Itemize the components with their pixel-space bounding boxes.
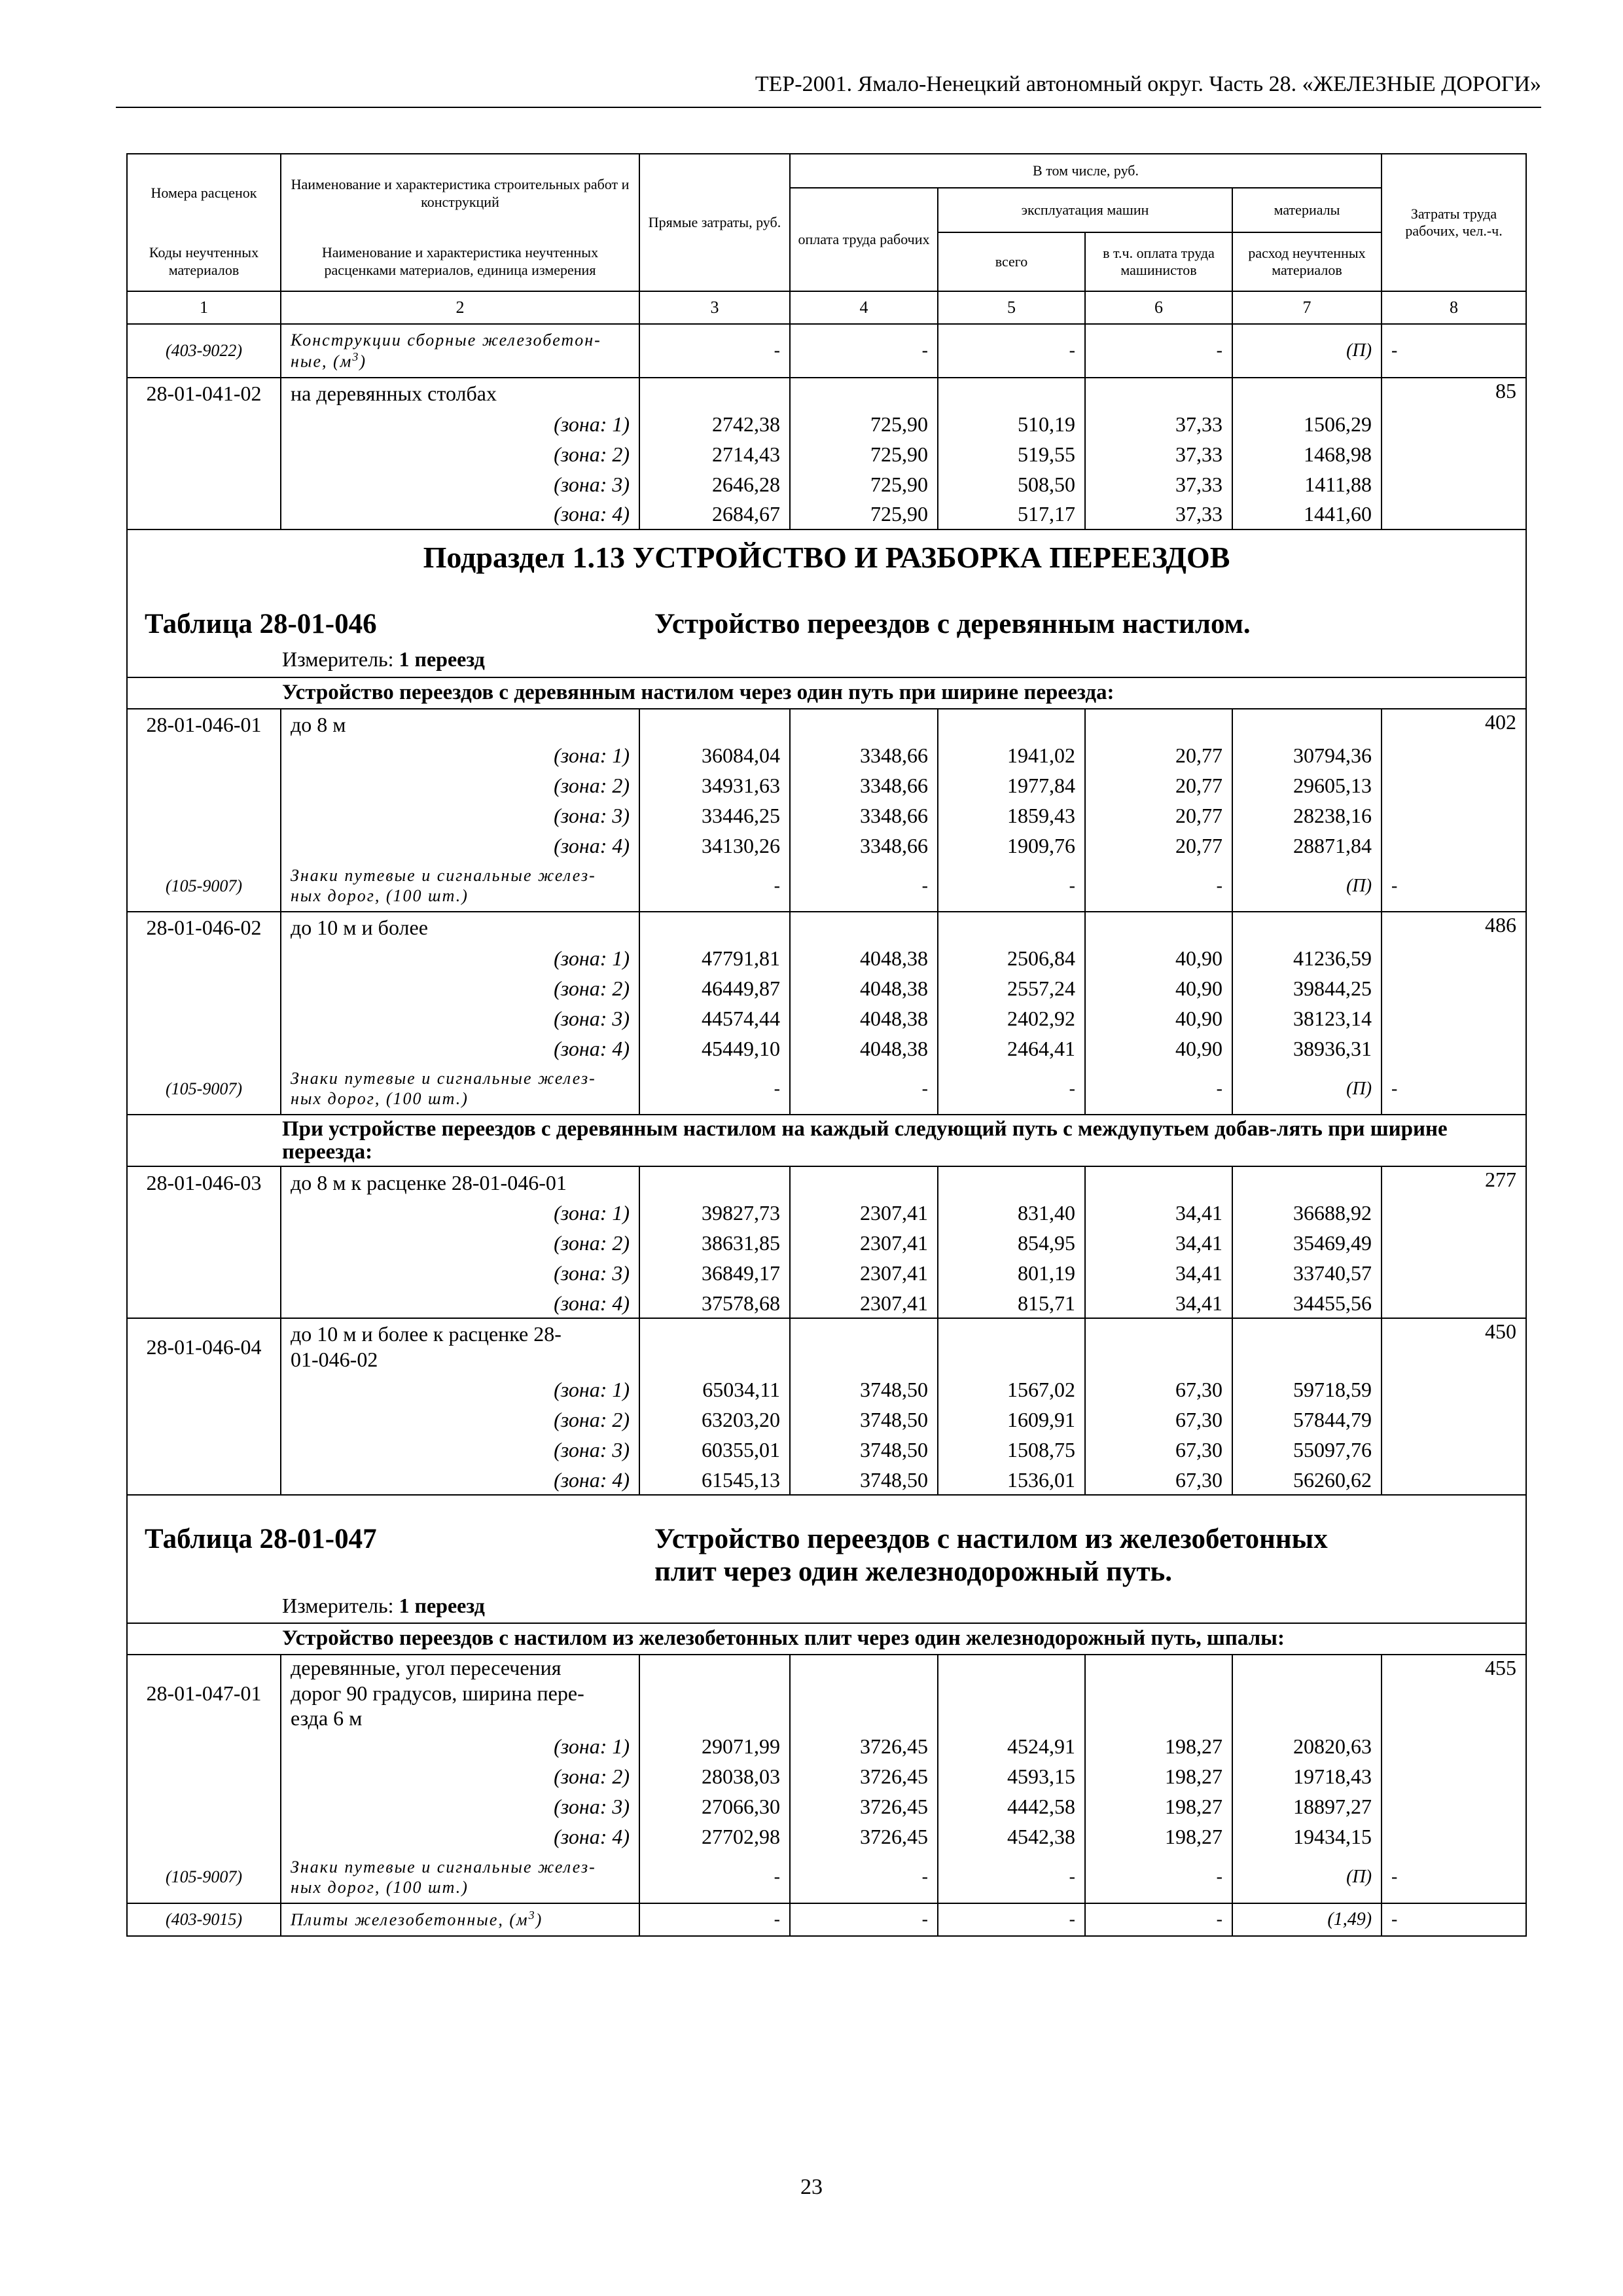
value-cell: 1977,84 xyxy=(938,770,1085,800)
value-cell: 3348,66 xyxy=(790,740,938,770)
rate-block xyxy=(127,378,1526,529)
rate-name: на деревянных столбах xyxy=(281,378,639,409)
value-cell: 33446,25 xyxy=(639,800,790,831)
section-title: Подраздел 1.13 УСТРОЙСТВО И РАЗБОРКА ПЕРЕЕЗДОВ xyxy=(423,541,1230,574)
zone-row xyxy=(127,1003,1526,1033)
material-row: (403-9015) Плиты железобетонные, $(м^3)$ - - - - (1,49) - xyxy=(127,1903,1526,1936)
value-cell: 40,90 xyxy=(1085,1033,1232,1064)
value-cell: 198,27 xyxy=(1085,1732,1232,1762)
value-cell: 3348,66 xyxy=(790,770,938,800)
value-cell: 55097,76 xyxy=(1232,1435,1382,1465)
value-cell: 34,41 xyxy=(1085,1258,1232,1288)
zone-row xyxy=(127,1033,1526,1064)
rate-block xyxy=(127,1655,1526,1936)
materials-header: материалы xyxy=(1232,188,1382,232)
value-cell: 2307,41 xyxy=(790,1228,938,1258)
rate-row xyxy=(127,1655,1526,1732)
zone-row xyxy=(127,1435,1526,1465)
value-cell: 3748,50 xyxy=(790,1465,938,1495)
col8-header: Затраты труда рабочих, чел.-ч. xyxy=(1382,154,1526,291)
value-cell: 41236,59 xyxy=(1232,943,1382,973)
value-cell: 19434,15 xyxy=(1232,1822,1382,1852)
value-cell: 29605,13 xyxy=(1232,770,1382,800)
value-cell: 1909,76 xyxy=(938,831,1085,861)
zone-label: (зона: 3) xyxy=(281,1792,639,1822)
value-cell: 725,90 xyxy=(790,409,938,439)
value-cell: 20,77 xyxy=(1085,740,1232,770)
rate-code: 28-01-046-03 xyxy=(127,1166,281,1198)
zone-row xyxy=(127,409,1526,439)
value-cell: 18897,27 xyxy=(1232,1792,1382,1822)
rate-row xyxy=(127,912,1526,943)
zone-label: (зона: 4) xyxy=(281,1822,639,1852)
value-cell: 34455,56 xyxy=(1232,1288,1382,1318)
value-cell: 39827,73 xyxy=(639,1198,790,1228)
value-cell: 37,33 xyxy=(1085,409,1232,439)
value-cell: 2557,24 xyxy=(938,973,1085,1003)
measure-46: Измеритель: 1 переезд xyxy=(282,647,485,671)
value-cell: 34130,26 xyxy=(639,831,790,861)
rate-name: до 8 м xyxy=(281,709,639,740)
value-cell: 40,90 xyxy=(1085,943,1232,973)
value-cell: 36084,04 xyxy=(639,740,790,770)
value-cell: 2742,38 xyxy=(639,409,790,439)
zone-row xyxy=(127,1374,1526,1405)
value-cell: 4048,38 xyxy=(790,943,938,973)
material-name: Плиты железобетонные, $(м^3)$ xyxy=(281,1903,639,1936)
value-cell: 33740,57 xyxy=(1232,1258,1382,1288)
value-cell: 45449,10 xyxy=(639,1033,790,1064)
rate-name: деревянные, угол пересечения дорог 90 градусов, ширина пере- езда 6 м xyxy=(281,1655,639,1732)
zone-label: (зона: 1) xyxy=(281,1732,639,1762)
value-cell: 39844,25 xyxy=(1232,973,1382,1003)
col-num-7: 7 xyxy=(1232,291,1382,324)
value-cell: 28238,16 xyxy=(1232,800,1382,831)
zone-label: (зона: 1) xyxy=(281,409,639,439)
zone-row xyxy=(127,1288,1526,1318)
value-cell: 1506,29 xyxy=(1232,409,1382,439)
col-num-2: 2 xyxy=(281,291,639,324)
zone-label: (зона: 3) xyxy=(281,469,639,499)
value-cell: 37,33 xyxy=(1085,439,1232,469)
value-cell: 67,30 xyxy=(1085,1435,1232,1465)
value-cell: 3748,50 xyxy=(790,1405,938,1435)
value-cell: 40,90 xyxy=(1085,1003,1232,1033)
zone-label: (зона: 3) xyxy=(281,1435,639,1465)
value-cell: 3348,66 xyxy=(790,831,938,861)
value-cell: 2307,41 xyxy=(790,1258,938,1288)
zone-row xyxy=(127,1228,1526,1258)
material-row: (105-9007) Знаки путевые и сигнальные желез- ных дорог, (100 шт.) - - - - (П) - xyxy=(127,1064,1526,1115)
section-row xyxy=(127,529,1526,677)
zone-row xyxy=(127,499,1526,529)
zone-label: (зона: 1) xyxy=(281,1374,639,1405)
zone-label: (зона: 4) xyxy=(281,1288,639,1318)
rate-row xyxy=(127,1166,1526,1198)
value-cell: 2646,28 xyxy=(639,469,790,499)
col-num-3: 3 xyxy=(639,291,790,324)
col-num-4: 4 xyxy=(790,291,938,324)
zone-row xyxy=(127,1198,1526,1228)
col-num-5: 5 xyxy=(938,291,1085,324)
value-cell: 1859,43 xyxy=(938,800,1085,831)
value-cell: 60355,01 xyxy=(639,1435,790,1465)
col5-header: всего xyxy=(938,232,1085,291)
value-cell: 37578,68 xyxy=(639,1288,790,1318)
value-cell: 20,77 xyxy=(1085,800,1232,831)
value-cell: 3726,45 xyxy=(790,1732,938,1762)
rate-code: 28-01-047-01 xyxy=(127,1655,281,1732)
value-cell: 47791,81 xyxy=(639,943,790,973)
value-cell: 67,30 xyxy=(1085,1374,1232,1405)
incl-header: В том числе, руб. xyxy=(790,154,1382,188)
zone-row xyxy=(127,831,1526,861)
value-cell: 67,30 xyxy=(1085,1405,1232,1435)
zone-row xyxy=(127,1258,1526,1288)
zone-row xyxy=(127,1822,1526,1852)
rate-row xyxy=(127,1318,1526,1374)
rate-block xyxy=(127,709,1526,1115)
rate-code: 28-01-046-02 xyxy=(127,912,281,943)
zone-label: (зона: 1) xyxy=(281,740,639,770)
zone-label: (зона: 2) xyxy=(281,770,639,800)
zone-label: (зона: 4) xyxy=(281,1033,639,1064)
value-cell: 3748,50 xyxy=(790,1435,938,1465)
value-cell: 198,27 xyxy=(1085,1822,1232,1852)
material-code: (105-9007) xyxy=(127,861,281,912)
rates-table xyxy=(126,153,1527,1937)
value-cell: 20,77 xyxy=(1085,770,1232,800)
value-cell: 27066,30 xyxy=(639,1792,790,1822)
rate-code: 28-01-041-02 xyxy=(127,378,281,409)
value-cell: 36688,92 xyxy=(1232,1198,1382,1228)
value-cell: 34,41 xyxy=(1085,1228,1232,1258)
page-number: 23 xyxy=(800,2175,823,2199)
material-name: Знаки путевые и сигнальные желез- ных дорог, (100 шт.) xyxy=(281,1852,639,1903)
value-cell: 46449,87 xyxy=(639,973,790,1003)
value-cell: 67,30 xyxy=(1085,1465,1232,1495)
material-code: (403-9015) xyxy=(127,1903,281,1936)
value-cell: 35469,49 xyxy=(1232,1228,1382,1258)
material-name: Знаки путевые и сигнальные желез- ных дорог, (100 шт.) xyxy=(281,1064,639,1115)
value-cell: 854,95 xyxy=(938,1228,1085,1258)
running-header: ТЕР-2001. Ямало-Ненецкий автономный округ. Часть 28. «ЖЕЛЕЗНЫЕ ДОРОГИ» xyxy=(755,72,1541,96)
value-cell: 28038,03 xyxy=(639,1762,790,1792)
zone-label: (зона: 2) xyxy=(281,973,639,1003)
zone-row xyxy=(127,770,1526,800)
value-cell: 725,90 xyxy=(790,499,938,529)
zone-row xyxy=(127,1792,1526,1822)
value-cell: 4048,38 xyxy=(790,1003,938,1033)
rate-code: 28-01-046-04 xyxy=(127,1318,281,1374)
machines-header: эксплуатация машин xyxy=(938,188,1232,232)
value-cell: 3726,45 xyxy=(790,1822,938,1852)
zone-row xyxy=(127,439,1526,469)
value-cell: 59718,59 xyxy=(1232,1374,1382,1405)
material-row: (403-9022) Конструкции сборные железобетон- ные, $(м^3)$ - - - - (П) - xyxy=(127,324,1526,378)
value-cell: 38936,31 xyxy=(1232,1033,1382,1064)
rate-code: 28-01-046-01 xyxy=(127,709,281,740)
value-cell: 2506,84 xyxy=(938,943,1085,973)
zone-row xyxy=(127,740,1526,770)
value-cell: 34,41 xyxy=(1085,1288,1232,1318)
value-cell: 20820,63 xyxy=(1232,1732,1382,1762)
col4-header: оплата труда рабочих xyxy=(790,188,938,291)
zone-row xyxy=(127,1465,1526,1495)
col2-header-bottom: Наименование и характеристика неучтенных расценками материалов, единица измерения xyxy=(281,232,639,291)
group-heading-1: Устройство переездов с деревянным настилом через один путь при ширине переезда: xyxy=(127,677,1526,709)
value-cell: 3726,45 xyxy=(790,1792,938,1822)
zone-row xyxy=(127,943,1526,973)
value-cell: 37,33 xyxy=(1085,499,1232,529)
rate-row xyxy=(127,709,1526,740)
value-cell: 4524,91 xyxy=(938,1732,1085,1762)
value-cell: 1441,60 xyxy=(1232,499,1382,529)
col-num-1: 1 xyxy=(127,291,281,324)
zone-row xyxy=(127,800,1526,831)
zone-row xyxy=(127,973,1526,1003)
value-cell: 40,90 xyxy=(1085,973,1232,1003)
value-cell: 44574,44 xyxy=(639,1003,790,1033)
material-code: (403-9022) xyxy=(127,324,281,378)
value-cell: 198,27 xyxy=(1085,1792,1232,1822)
material-row: (105-9007) Знаки путевые и сигнальные желез- ных дорог, (100 шт.) - - - - (П) - xyxy=(127,861,1526,912)
zone-row xyxy=(127,469,1526,499)
rate-name: до 8 м к расценке 28-01-046-01 xyxy=(281,1166,639,1198)
zone-label: (зона: 3) xyxy=(281,800,639,831)
value-cell: 1508,75 xyxy=(938,1435,1085,1465)
value-cell: 519,55 xyxy=(938,439,1085,469)
value-cell: 37,33 xyxy=(1085,469,1232,499)
value-cell: 815,71 xyxy=(938,1288,1085,1318)
value-cell: 508,50 xyxy=(938,469,1085,499)
value-cell: 30794,36 xyxy=(1232,740,1382,770)
value-cell: 4048,38 xyxy=(790,973,938,1003)
value-cell: 19718,43 xyxy=(1232,1762,1382,1792)
value-cell: 57844,79 xyxy=(1232,1405,1382,1435)
labor-cost: 486 xyxy=(1382,912,1526,943)
zone-label: (зона: 3) xyxy=(281,1258,639,1288)
group-heading-2: При устройстве переездов с деревянным настилом на каждый следующий путь с междупутьем добав-лять при ширине переезда: xyxy=(127,1115,1526,1166)
value-cell: 198,27 xyxy=(1085,1762,1232,1792)
value-cell: 1609,91 xyxy=(938,1405,1085,1435)
col2-header-top: Наименование и характеристика строительных работ и конструкций xyxy=(281,154,639,232)
col6-header: в т.ч. оплата труда машинистов xyxy=(1085,232,1232,291)
value-cell: 56260,62 xyxy=(1232,1465,1382,1495)
value-cell: 2714,43 xyxy=(639,439,790,469)
zone-label: (зона: 2) xyxy=(281,1228,639,1258)
value-cell: 725,90 xyxy=(790,439,938,469)
zone-label: (зона: 4) xyxy=(281,1465,639,1495)
zone-label: (зона: 1) xyxy=(281,1198,639,1228)
value-cell: 20,77 xyxy=(1085,831,1232,861)
value-cell: 831,40 xyxy=(938,1198,1085,1228)
col3-header: Прямые затраты, руб. xyxy=(639,154,790,291)
value-cell: 3726,45 xyxy=(790,1762,938,1792)
value-cell: 4442,58 xyxy=(938,1792,1085,1822)
value-cell: 61545,13 xyxy=(639,1465,790,1495)
value-cell: 725,90 xyxy=(790,469,938,499)
col-num-8: 8 xyxy=(1382,291,1526,324)
value-cell: 34,41 xyxy=(1085,1198,1232,1228)
value-cell: 38631,85 xyxy=(639,1228,790,1258)
labor-cost: 85 xyxy=(1382,378,1526,409)
rate-row xyxy=(127,378,1526,409)
value-cell: 36849,17 xyxy=(639,1258,790,1288)
value-cell: 2307,41 xyxy=(790,1288,938,1318)
zone-row xyxy=(127,1732,1526,1762)
rate-name: до 10 м и более к расценке 28- 01-046-02 xyxy=(281,1318,639,1374)
zone-label: (зона: 3) xyxy=(281,1003,639,1033)
value-cell: 1567,02 xyxy=(938,1374,1085,1405)
table-title-46: Таблица 28-01-046 Устройство переездов с деревянным настилом. xyxy=(145,609,1251,639)
col1-header-bottom: Коды неучтенных материалов xyxy=(127,232,281,291)
material-name: Конструкции сборные железобетон- ные, $(м^3)$ xyxy=(281,324,639,378)
value-cell: 517,17 xyxy=(938,499,1085,529)
zone-label: (зона: 4) xyxy=(281,831,639,861)
zone-row xyxy=(127,1762,1526,1792)
zone-label: (зона: 2) xyxy=(281,1762,639,1792)
value-cell: 1941,02 xyxy=(938,740,1085,770)
value-cell: 28871,84 xyxy=(1232,831,1382,861)
value-cell: 1468,98 xyxy=(1232,439,1382,469)
material-code: (105-9007) xyxy=(127,1064,281,1115)
value-cell: 1411,88 xyxy=(1232,469,1382,499)
value-cell: 801,19 xyxy=(938,1258,1085,1288)
labor-cost: 450 xyxy=(1382,1318,1526,1374)
value-cell: 4048,38 xyxy=(790,1033,938,1064)
value-cell: 29071,99 xyxy=(639,1732,790,1762)
group-heading-3: Устройство переездов с настилом из железобетонных плит через один железнодорожный путь, шпалы: xyxy=(127,1623,1526,1655)
zone-label: (зона: 4) xyxy=(281,499,639,529)
zone-label: (зона: 1) xyxy=(281,943,639,973)
rate-block xyxy=(127,1166,1526,1495)
value-cell: 2684,67 xyxy=(639,499,790,529)
material-name: Знаки путевые и сигнальные желез- ных дорог, (100 шт.) xyxy=(281,861,639,912)
value-cell: 2307,41 xyxy=(790,1198,938,1228)
value-cell: 3348,66 xyxy=(790,800,938,831)
col-num-6: 6 xyxy=(1085,291,1232,324)
col1-header-top: Номера расценок xyxy=(127,154,281,232)
labor-cost: 455 xyxy=(1382,1655,1526,1732)
rate-name: до 10 м и более xyxy=(281,912,639,943)
value-cell: 65034,11 xyxy=(639,1374,790,1405)
value-cell: 4593,15 xyxy=(938,1762,1085,1792)
value-cell: 34931,63 xyxy=(639,770,790,800)
material-code: (105-9007) xyxy=(127,1852,281,1903)
value-cell: 4542,38 xyxy=(938,1822,1085,1852)
table-47-heading-row xyxy=(127,1495,1526,1623)
value-cell: 27702,98 xyxy=(639,1822,790,1852)
value-cell: 1536,01 xyxy=(938,1465,1085,1495)
material-row: (105-9007) Знаки путевые и сигнальные желез- ных дорог, (100 шт.) - - - - (П) - xyxy=(127,1852,1526,1903)
value-cell: 3748,50 xyxy=(790,1374,938,1405)
measure-47: Измеритель: 1 переезд xyxy=(282,1594,485,1618)
labor-cost: 402 xyxy=(1382,709,1526,740)
zone-label: (зона: 2) xyxy=(281,1405,639,1435)
value-cell: 2402,92 xyxy=(938,1003,1085,1033)
zone-label: (зона: 2) xyxy=(281,439,639,469)
value-cell: 2464,41 xyxy=(938,1033,1085,1064)
col7-header: расход неучтенных материалов xyxy=(1232,232,1382,291)
value-cell: 38123,14 xyxy=(1232,1003,1382,1033)
labor-cost: 277 xyxy=(1382,1166,1526,1198)
value-cell: 510,19 xyxy=(938,409,1085,439)
header-rule xyxy=(116,107,1541,108)
value-cell: 63203,20 xyxy=(639,1405,790,1435)
zone-row xyxy=(127,1405,1526,1435)
table-title-47: Таблица 28-01-047 Устройство переездов с настилом из железобетонных плит через один железнодорожный путь. xyxy=(145,1524,1328,1587)
